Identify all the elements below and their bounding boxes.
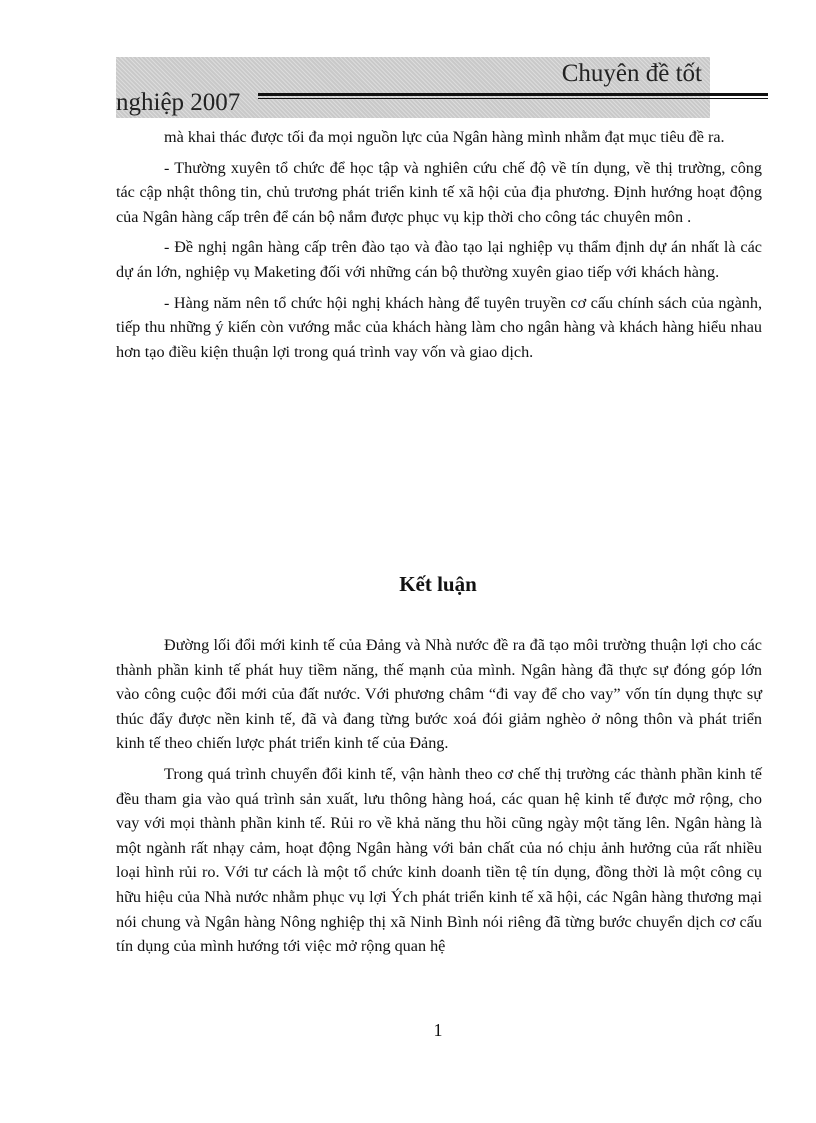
paragraph: Đường lối đổi mới kinh tế của Đảng và Nhà nước đề ra đã tạo môi trường thuận lợi cho các thành phần kinh tế phát huy tiềm năng, thế mạnh của mình. Ngân hàng đã thực sự đóng góp lớn vào công cuộc đổi mới của đất nước. Với phương châm “đi vay để cho vay” vốn tín dụng thực sự thúc đẩy được nền kinh tế, đã và đang từng bước xoá đói giảm nghèo ở nông thôn và phát triển kinh tế theo chiến lược phát triển kinh tế của Đảng. <box>116 636 762 753</box>
conclusion-heading: Kết luận <box>399 572 477 596</box>
header-title: Chuyên đề tốt <box>561 60 702 87</box>
paragraph: - Đề nghị ngân hàng cấp trên đào tạo và đào tạo lại nghiệp vụ thẩm định dự án nhất là các dự án lớn, nghiệp vụ Maketing đối với những cán bộ thường xuyên giao tiếp với khách hàng. <box>116 238 762 281</box>
recommendations-section <box>116 125 762 370</box>
conclusion-section <box>116 633 762 965</box>
header-title-continued: nghiệp 2007 <box>116 89 241 116</box>
paragraph: - Hàng năm nên tổ chức hội nghị khách hàng để tuyên truyền cơ cấu chính sách của ngành, tiếp thu những ý kiến còn vướng mắc của khách hàng làm cho ngân hàng và khách hàng hiểu nhau hơn tạo điều kiện thuận lợi trong quá trình vay vốn và giao dịch. <box>116 293 762 361</box>
paragraph: Trong quá trình chuyển đổi kinh tế, vận hành theo cơ chế thị trường các thành phần kinh tế đều tham gia vào quá trình sản xuất, lưu thông hàng hoá, các quan hệ kinh tế được mở rộng, cho vay với mọi thành phần kinh tế. Rủi ro về khả năng thu hồi cũng ngày một tăng lên. Ngân hàng là một ngành rất nhạy cảm, hoạt động Ngân hàng với bản chất của nó chịu ảnh hưởng của rất nhiều loại hình rủi ro. Với tư cách là một tổ chức kinh doanh tiền tệ tín dụng, đồng thời là một công cụ hữu hiệu của Nhà nước nhằm phục vụ lợi Ých phát triển kinh tế xã hội, các Ngân hàng thương mại nói chung và Ngân hàng Nông nghiệp thị xã Ninh Bình nói riêng đã từng bước chuyển dịch cơ cấu tín dụng của mình hướng tới việc mở rộng quan hệ <box>116 764 762 956</box>
header-rule-thin <box>258 98 768 99</box>
paragraph: - Thường xuyên tổ chức để học tập và nghiên cứu chế độ về tín dụng, về thị trường, công tác cập nhật thông tin, chủ trương phát triển kinh tế xã hội của địa phương. Định hướng hoạt động của Ngân hàng cấp trên để cán bộ nắm được phục vụ kịp thời cho công tác chuyên môn . <box>116 158 762 226</box>
paragraph: mà khai thác được tối đa mọi nguồn lực của Ngân hàng mình nhằm đạt mục tiêu đề ra. <box>164 128 725 146</box>
header-rule-thick <box>258 93 768 96</box>
page-number: 1 <box>433 1020 443 1040</box>
